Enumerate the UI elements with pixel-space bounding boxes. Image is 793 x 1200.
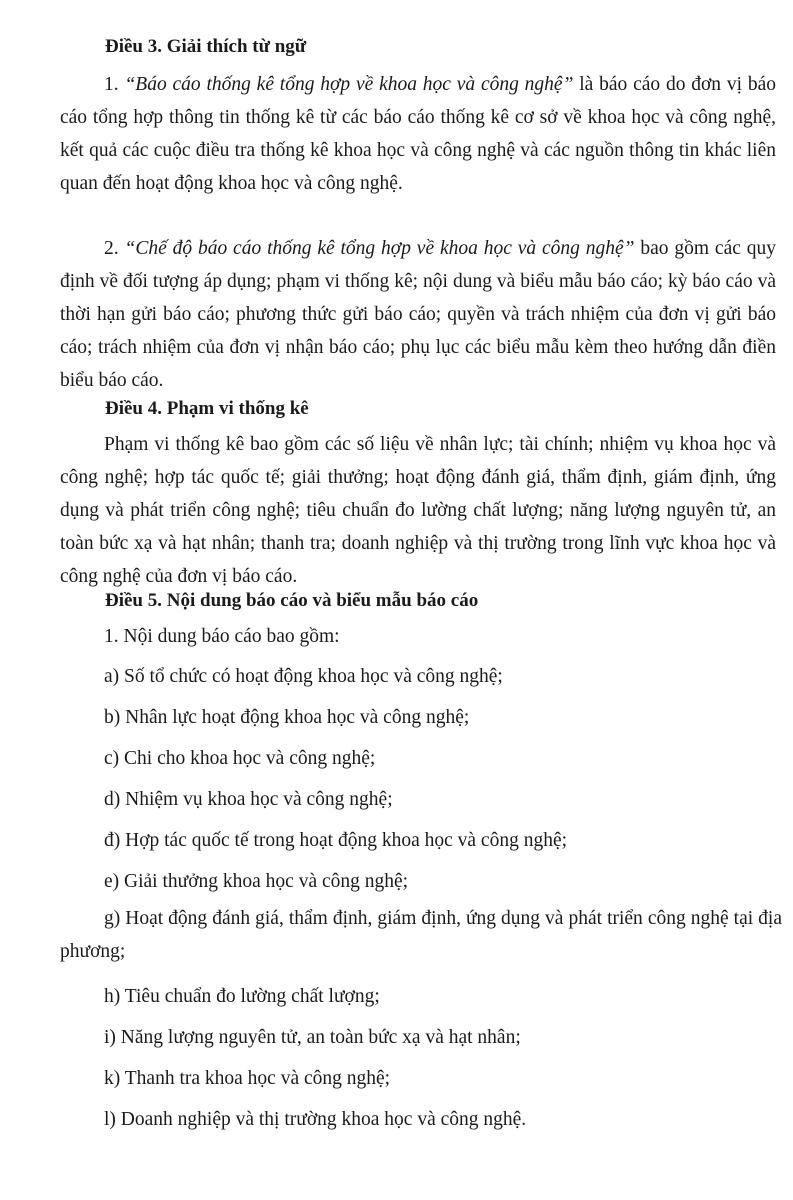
list-item: d) Nhiệm vụ khoa học và công nghệ; [104, 789, 393, 810]
defined-term: “Chế độ báo cáo thống kê tổng hợp về khoa học và công nghệ” [124, 238, 635, 259]
article-3-clause-2 [60, 232, 776, 397]
list-item: h) Tiêu chuẩn đo lường chất lượng; [104, 986, 380, 1007]
article-4-heading: Điều 4. Phạm vi thống kê [105, 398, 309, 419]
list-item: g) Hoạt động đánh giá, thẩm định, giám định, ứng dụng và phát triển công nghệ tại địa phương; [60, 908, 782, 962]
clause-text: bao gồm các quy định về đối tượng áp dụng; phạm vi thống kê; nội dung và biểu mẫu báo cáo; kỳ báo cáo và thời hạn gửi báo cáo; phương thức gửi báo cáo; quyền và trách nhiệm của đơn vị gửi báo cáo; trách nhiệm của đơn vị nhận báo cáo; phụ lục các biểu mẫu kèm theo hướng dẫn điền biểu báo cáo. [60, 238, 776, 391]
list-item: k) Thanh tra khoa học và công nghệ; [104, 1068, 391, 1089]
clause-number: 1. [104, 74, 125, 95]
list-item: i) Năng lượng nguyên tử, an toàn bức xạ và hạt nhân; [104, 1027, 521, 1048]
clause-text: là báo cáo do đơn vị báo cáo tổng hợp thông tin thống kê từ các báo cáo thống kê cơ sở về khoa học và công nghệ, kết quả các cuộc điều tra thống kê khoa học và công nghệ và các nguồn thông tin khác liên quan đến hoạt động khoa học và công nghệ. [60, 74, 776, 194]
defined-term: “Báo cáo thống kê tổng hợp về khoa học và công nghệ” [124, 74, 574, 95]
list-item: đ) Hợp tác quốc tế trong hoạt động khoa học và công nghệ; [104, 830, 568, 851]
article-3-heading: Điều 3. Giải thích từ ngữ [105, 36, 307, 57]
list-item: a) Số tổ chức có hoạt động khoa học và công nghệ; [104, 666, 503, 687]
list-item: c) Chi cho khoa học và công nghệ; [104, 748, 376, 769]
list-item: b) Nhân lực hoạt động khoa học và công nghệ; [104, 707, 470, 728]
article-3-clause-1 [60, 68, 776, 200]
article-5-heading: Điều 5. Nội dung báo cáo và biểu mẫu báo cáo [105, 590, 479, 611]
article-5-intro: 1. Nội dung báo cáo bao gồm: [104, 626, 340, 647]
list-item: l) Doanh nghiệp và thị trường khoa học và công nghệ. [104, 1109, 527, 1130]
article-4-body: Phạm vi thống kê bao gồm các số liệu về nhân lực; tài chính; nhiệm vụ khoa học và công nghệ; hợp tác quốc tế; giải thưởng; hoạt động đánh giá, thẩm định, giám định, ứng dụng và phát triển công nghệ; tiêu chuẩn đo lường chất lượng; năng lượng nguyên tử, an toàn bức xạ và hạt nhân; thanh tra; doanh nghiệp và thị trường trong lĩnh vực khoa học và công nghệ của đơn vị báo cáo. [60, 434, 776, 587]
clause-number: 2. [104, 238, 125, 259]
list-item: e) Giải thưởng khoa học và công nghệ; [104, 871, 409, 892]
